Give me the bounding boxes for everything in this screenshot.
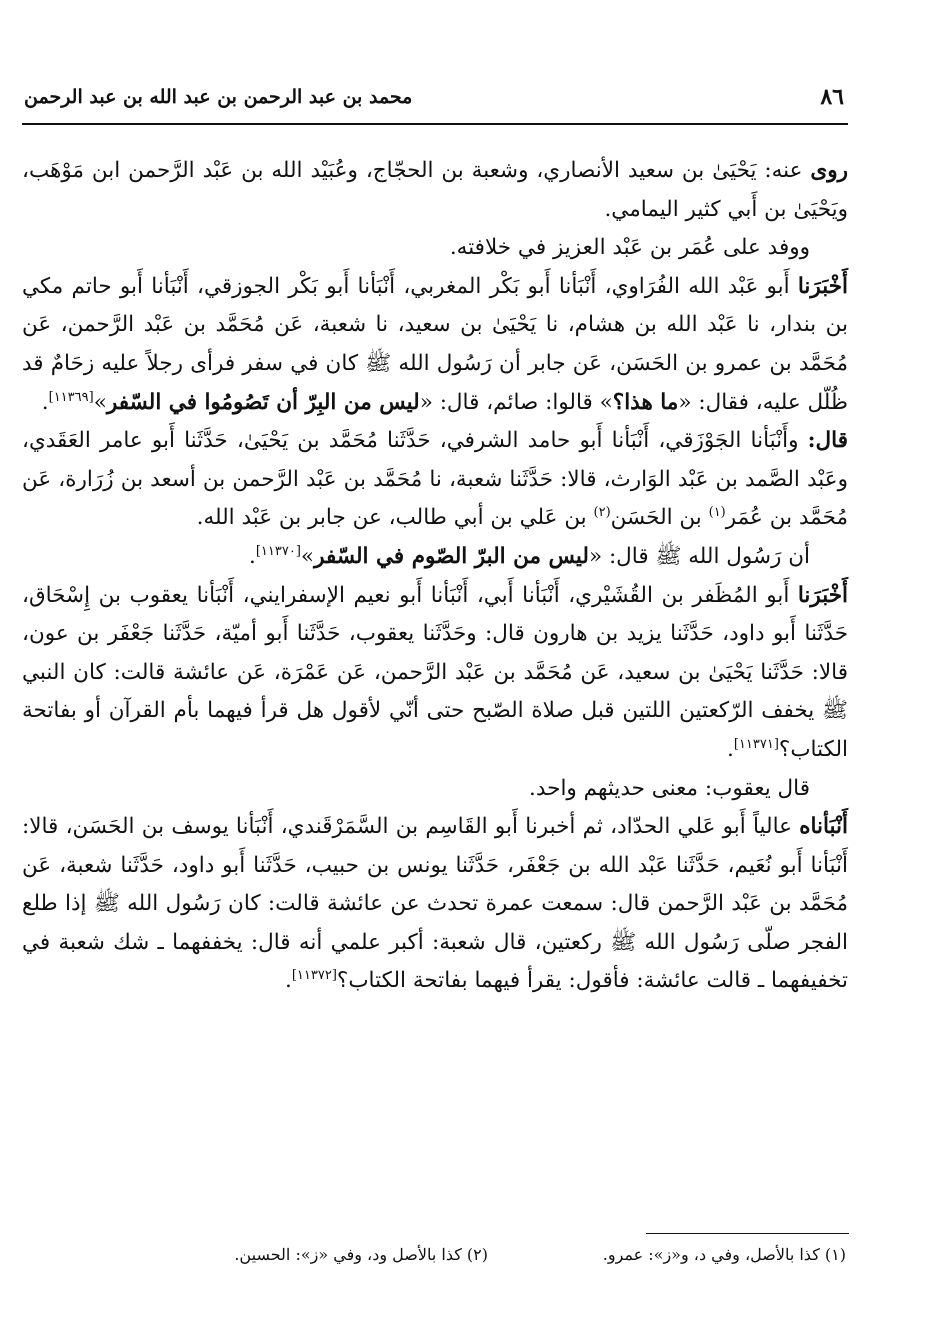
lead-word: روى [810,158,848,183]
header-rule [22,123,848,125]
hadith-reference-number: [١١٣٦٩] [48,389,94,405]
paragraph-text-end: بن عَلي بن أبي طالب، عن جابر بن عَبْد الله. [196,505,594,531]
closing-quote: » [93,389,107,415]
footnote-2: (٢) كذا بالأصل ود، وفي «ز»: الحسين. [234,1245,488,1264]
hadith-reference-number: [١١٣٧٠] [255,543,301,559]
paragraph-hadith-11371 [22,577,848,770]
paragraph-text: عنه: يَحْيَىٰ بن سعيد الأنصاري، وشعبة بن الحجّاج، وعُبَيْد الله بن عَبْد الرَّحمن ابن مَوْهَب، ويَحْيَىٰ بن أَبي كثير اليمامي. [22,158,848,222]
paragraph-text: ووفد على عُمَر بن عَبْد العزيز في خلافته. [449,235,810,261]
paragraph-end: . [284,968,292,994]
paragraph-delegation [22,229,848,268]
footnote-rule [646,1233,849,1234]
closing-quote: » [300,543,315,569]
hadith-reference-number: [١١٣٧١] [733,736,779,752]
footnote-marker-2: (٢) [593,505,611,521]
hadith-matn: ليس من البرّ الصّوم في السّفر [314,543,589,569]
quoted-question: ما هذا؟ [612,389,679,415]
lead-word: أَخْبَرَنا [797,273,848,299]
paragraph-end: . [726,736,734,762]
paragraph-text: أَبو عَبْد الله الفُرَاوي، أَنْبَأنا أَبو بَكْر المغربي، أَنْبَأنا أَبو بَكْر الجوزقي، أَنْبَأنا أَبو حاتم مكي بن بندار، نا عَبْد الله بن هشام، نا يَحْيَىٰ بن سعيد، نا شعبة، عَن مُحَمَّد بن عَبْد الرَّحمن، عَن مُحَمَّد بن عمرو بن الحَسَن، عَن جابر أن رَسُول الله ﷺ كان في سفر فرأى رجلاً عليه زحَامٌ قد ظُلّل عليه، فقال: « [22,273,848,415]
lead-word: أَنْبَأناه [799,814,848,840]
paragraph-yaqub-note [22,770,848,809]
hadith-matn: ليس من البِرّ أن تَصُومُوا في السّفر [106,389,420,415]
lead-word: أَخْبَرَنا [797,582,848,608]
running-title: محمد بن عبد الرحمن بن عبد الله بن عبد الرحمن [24,86,413,108]
lead-word: قال: [807,428,848,454]
paragraph-narrators [22,152,848,229]
paragraph-text: قال يعقوب: معنى حديثهم واحد. [529,775,810,801]
paragraph-hadith-11372 [22,808,848,1001]
page-header [22,84,852,118]
hadith-reference-number: [١١٣٧٢] [291,968,337,984]
paragraph-text: وأَنْبَأنا الجَوْزَقي، أَنْبَأنا أَبو حامد الشرفي، حَدَّثَنا مُحَمَّد بن يَحْيَىٰ، حَدَّثَنا أَبو عامر العَقَدي، وعَبْد الصَّمد بن عَبْد الوَارث، قالا: حَدَّثَنا شعبة، نا مُحَمَّد بن عَبْد الرَّحمن بن أسعد بن زُرَارة، عَن مُحَمَّد بن عُمَر [22,428,848,531]
main-text [22,152,848,1001]
paragraph-text: أن رَسُول الله ﷺ قال: « [588,543,810,569]
paragraph-end: . [41,389,49,415]
footnote-1: (١) كذا بالأصل، وفي د، و«ز»: عمرو. [602,1245,846,1264]
paragraph-hadith-11370 [22,538,848,577]
footnotes [22,1245,848,1285]
paragraph-text-continued: بن الحَسَن [610,505,709,531]
page-number: ٨٦ [820,84,844,110]
paragraph-hadith-11369 [22,268,848,422]
footnote-marker-1: (١) [708,505,726,521]
paragraph-jawzaqi-chain [22,422,848,538]
paragraph-text: أَبو المُظَفر بن القُشَيْري، أَنْبَأنا أَبي، أَنْبَأنا أَبو نعيم الإسفرايني، أَنْبَأنا يعقوب بن إِسْحَاق، حَدَّثَنا أَبو داود، حَدَّثَنا يزيد بن هارون قال: وحَدَّثَنا يعقوب، حَدَّثَنا أَبو أميّة، حَدَّثَنا جَعْفَر بن عون، قالا: حَدَّثَنا يَحْيَىٰ بن سعيد، عَن مُحَمَّد بن عَبْد الرَّحمن، عَن عَمْرَة، عَن عائشة قالت: كان النبي ﷺ يخفف الرّكعتين اللتين قبل صلاة الصّبح حتى أنّي لأقول هل قرأ فيهما بأم القرآن أو بفاتحة الكتاب؟ [22,582,848,762]
paragraph-end: . [249,543,256,569]
paragraph-text: عالياً أَبو عَلي الحدّاد، ثم أخبرنا أَبو القَاسِم بن السَّمَرْقَندي، أَنْبَأنا يوسف بن الحَسَن، قالا: أَنْبَأنا أَبو نُعَيم، حَدَّثَنا عَبْد الله بن جَعْفَر، حَدَّثَنا يونس بن حبيب، حَدَّثَنا أَبو داود، حَدَّثَنا شعبة، عَن مُحَمَّد بن عَبْد الرَّحمن قال: سمعت عمرة تحدث عن عائشة قالت: كان رَسُول الله ﷺ إذا طلع الفجر صلّى رَسُول الله ﷺ ركعتين، قال شعبة: أكبر علمي أنه قال: يخففهما ـ شك شعبة في تخفيفهما ـ قالت عائشة: فأقول: يقرأ فيهما بفاتحة الكتاب؟ [22,814,848,994]
paragraph-text-continued: » قالوا: صائم، قال: « [419,389,613,415]
